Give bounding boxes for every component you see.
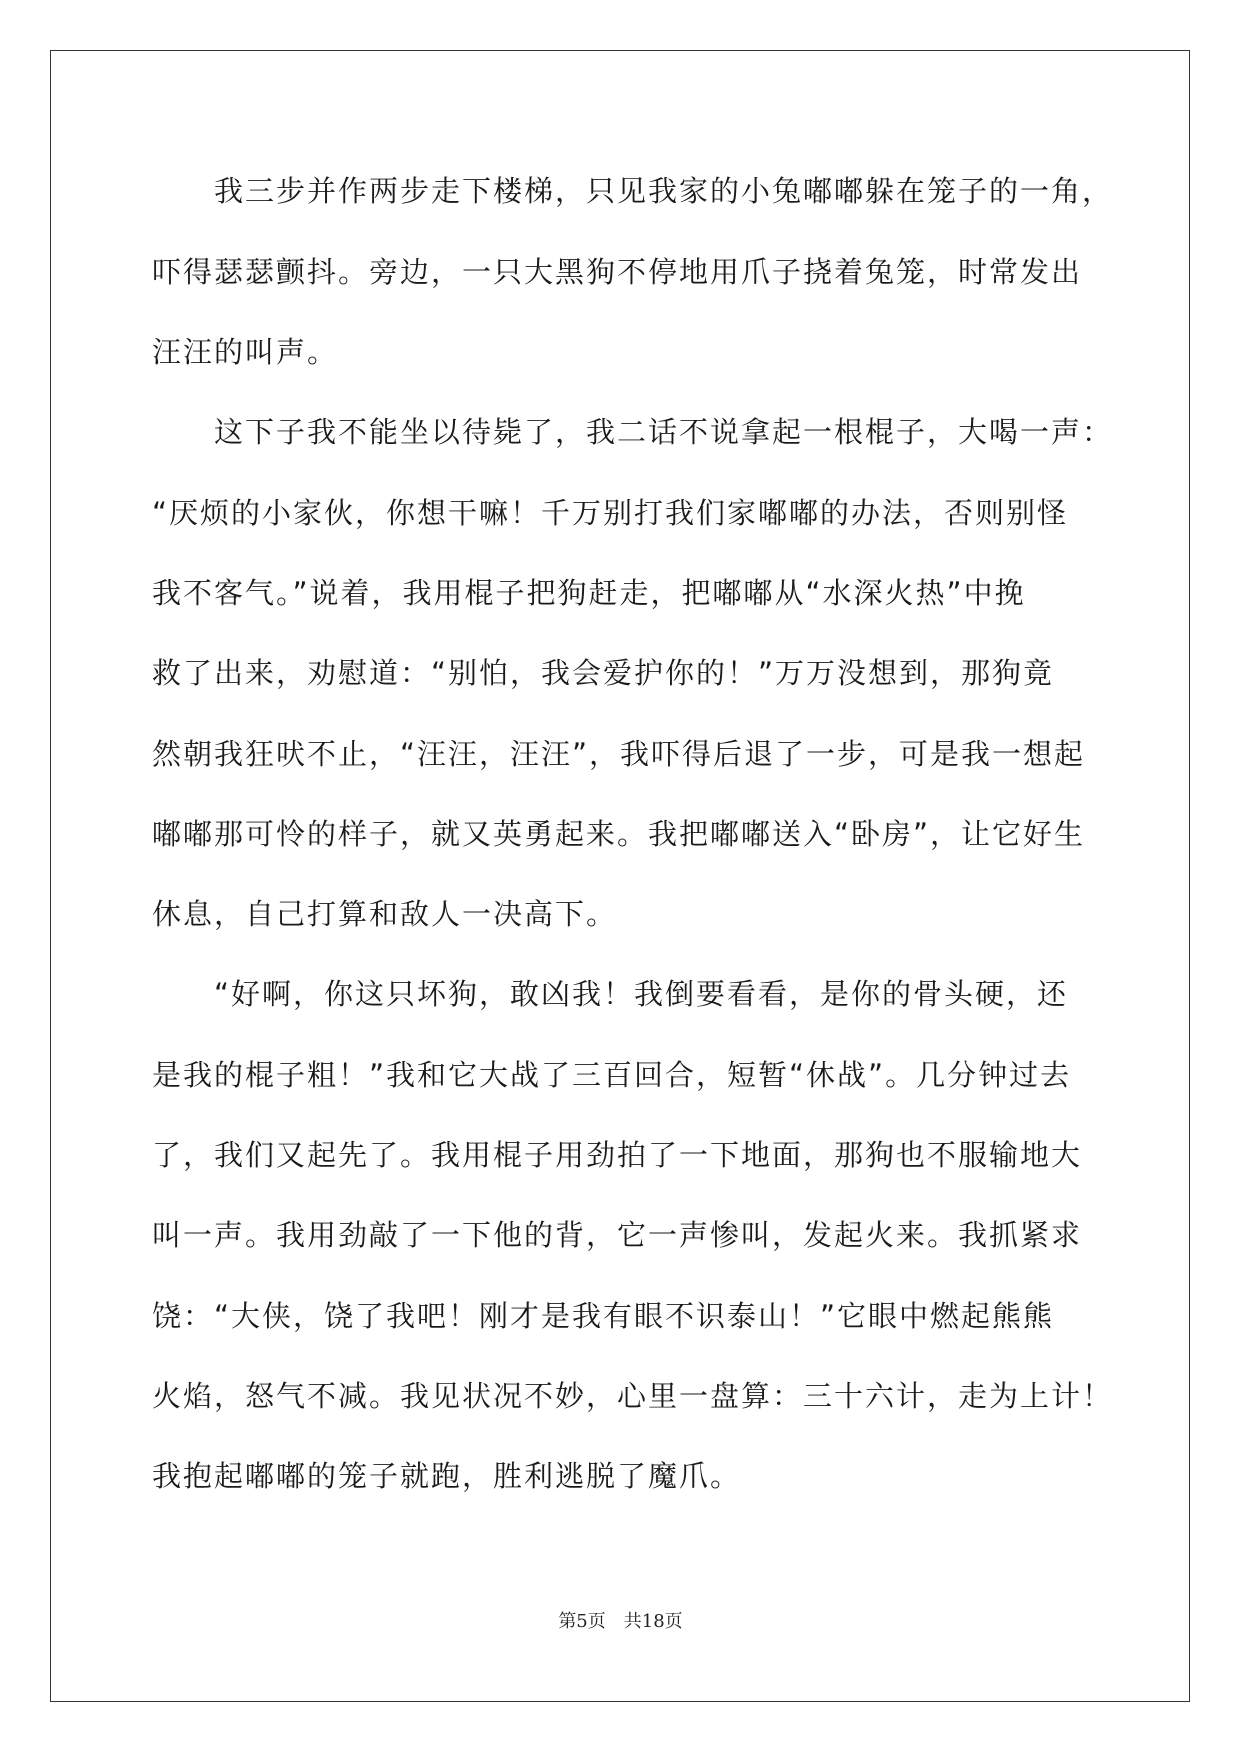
text-line: “好啊，你这只坏狗，敢凶我！我倒要看看，是你的骨头硬，还 <box>152 977 1069 1011</box>
text-line: 叫一声。我用劲敲了一下他的背，它一声惨叫，发起火来。我抓紧求 <box>152 1218 1083 1252</box>
text-line: 休息，自己打算和敌人一决高下。 <box>152 897 618 931</box>
text-line: 了，我们又起先了。我用棍子用劲拍了一下地面，那狗也不服输地大 <box>152 1138 1083 1172</box>
page-number: 第5页 <box>558 1611 606 1632</box>
text-line: 我抱起嘟嘟的笼子就跑，胜利逃脱了魔爪。 <box>152 1459 742 1493</box>
text-line: 饶：“大侠，饶了我吧！刚才是我有眼不识泰山！”它眼中燃起熊熊 <box>152 1299 1055 1333</box>
text-line: 火焰，怒气不减。我见状况不妙，心里一盘算：三十六计，走为上计！ <box>152 1379 1114 1413</box>
text-line: 我不客气。”说着，我用棍子把狗赶走，把嘟嘟从“水深火热”中挽 <box>152 576 1026 610</box>
text-line: 然朝我狂吠不止，“汪汪，汪汪”，我吓得后退了一步，可是我一想起 <box>152 737 1086 771</box>
text-line: 是我的棍子粗！”我和它大战了三百回合，短暂“休战”。几分钟过去 <box>152 1058 1072 1092</box>
text-line: 吓得瑟瑟颤抖。旁边，一只大黑狗不停地用爪子挠着兔笼，时常发出 <box>152 255 1083 289</box>
text-line: 嘟嘟那可怜的样子，就又英勇起来。我把嘟嘟送入“卧房”，让它好生 <box>152 817 1086 851</box>
page-total: 共18页 <box>623 1611 683 1632</box>
text-line: “厌烦的小家伙，你想干嘛！千万别打我们家嘟嘟的办法，否则别怪 <box>152 496 1069 530</box>
page-border <box>50 50 1190 1702</box>
text-line: 我三步并作两步走下楼梯，只见我家的小兔嘟嘟躲在笼子的一角， <box>152 174 1114 208</box>
text-line: 这下子我不能坐以待毙了，我二话不说拿起一根棍子，大喝一声： <box>152 415 1114 449</box>
page-footer <box>0 1607 1241 1633</box>
text-line: 汪汪的叫声。 <box>152 335 339 369</box>
text-line: 救了出来，劝慰道：“别怕，我会爱护你的！”万万没想到，那狗竟 <box>152 656 1055 690</box>
